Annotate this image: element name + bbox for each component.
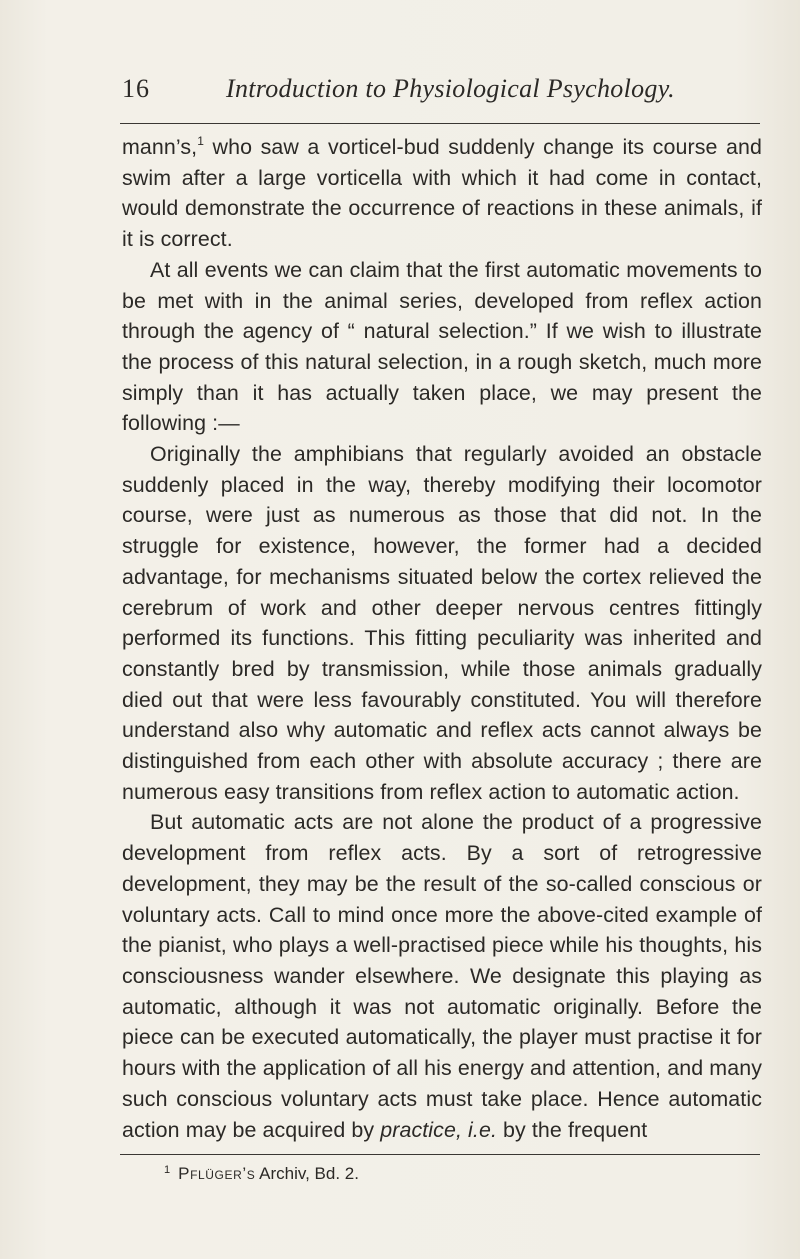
paragraph-2: At all events we can claim that the first automatic movements to be met with in the animal series, developed from reflex action through the agency of “ natural selection.” If we wish to illustrate the process of this natural selection, in a rough sketch, much more simply than it has actually taken place, we may present the following :— — [122, 257, 762, 436]
paragraph-4-end: by the frequent — [496, 1117, 648, 1142]
footnote-number: 1 — [164, 1164, 171, 1176]
footnote-rule — [120, 1154, 760, 1155]
paragraph-4 — [122, 807, 762, 1145]
footnote — [164, 1164, 359, 1184]
paragraph-3: Originally the amphibians that regularly avoided an obstacle suddenly placed in the way, thereby modifying their locomotor course, were just as numerous as those that did not. In the struggle for existence, however, the former had a decided advantage, for mechanisms situated below the cortex relieved the cerebrum of work and other deeper nervous centres fittingly performed its functions. This fitting peculiarity was inherited and constantly bred by transmission, while those animals gradually died out that were less favourably constituted. You will therefore understand also why automatic and reflex acts cannot always be distinguished from each other with absolute accuracy ; there are numerous easy transitions from reflex action to automatic action. — [122, 442, 762, 804]
paragraph-1-start: mann’s, — [122, 135, 198, 159]
footnote-reference: Archiv, Bd. 2. — [255, 1164, 359, 1183]
footnote-mark: 1 — [197, 134, 204, 148]
paragraph-1-rest: who saw a vorticel-bud suddenly change its course and swim after a large vorticella with which it had come in contact, would demonstrate the occurrence of reactions in these animals, if it is correct. — [122, 135, 762, 252]
italic-ie: i.e. — [468, 1117, 497, 1142]
running-title: Introduction to Physiological Psychology. — [226, 74, 675, 103]
page-number: 16 — [122, 74, 150, 103]
paragraph-1 — [122, 132, 762, 255]
paragraph-4-start: But automatic acts are not alone the product of a progressive development from reflex acts. By a sort of retrogressive development, they may be the result of the so-called conscious or voluntary acts. Call to mind once more the above-cited example of the pianist, who plays a well-practised piece while his thoughts, his consciousness wander elsewhere. We designate this playing as automatic, although it was not automatic originally. Before the piece can be executed automatically, the player must practise it for hours with the application of all his energy and attention, and many such conscious voluntary acts must take place. Hence automatic action may be acquired by — [122, 810, 762, 1142]
page-header — [122, 74, 762, 114]
body-text — [122, 132, 762, 1145]
italic-practice: practice, — [380, 1117, 462, 1142]
footnote-author: Pflüger’s — [178, 1164, 256, 1183]
header-rule — [120, 123, 760, 124]
